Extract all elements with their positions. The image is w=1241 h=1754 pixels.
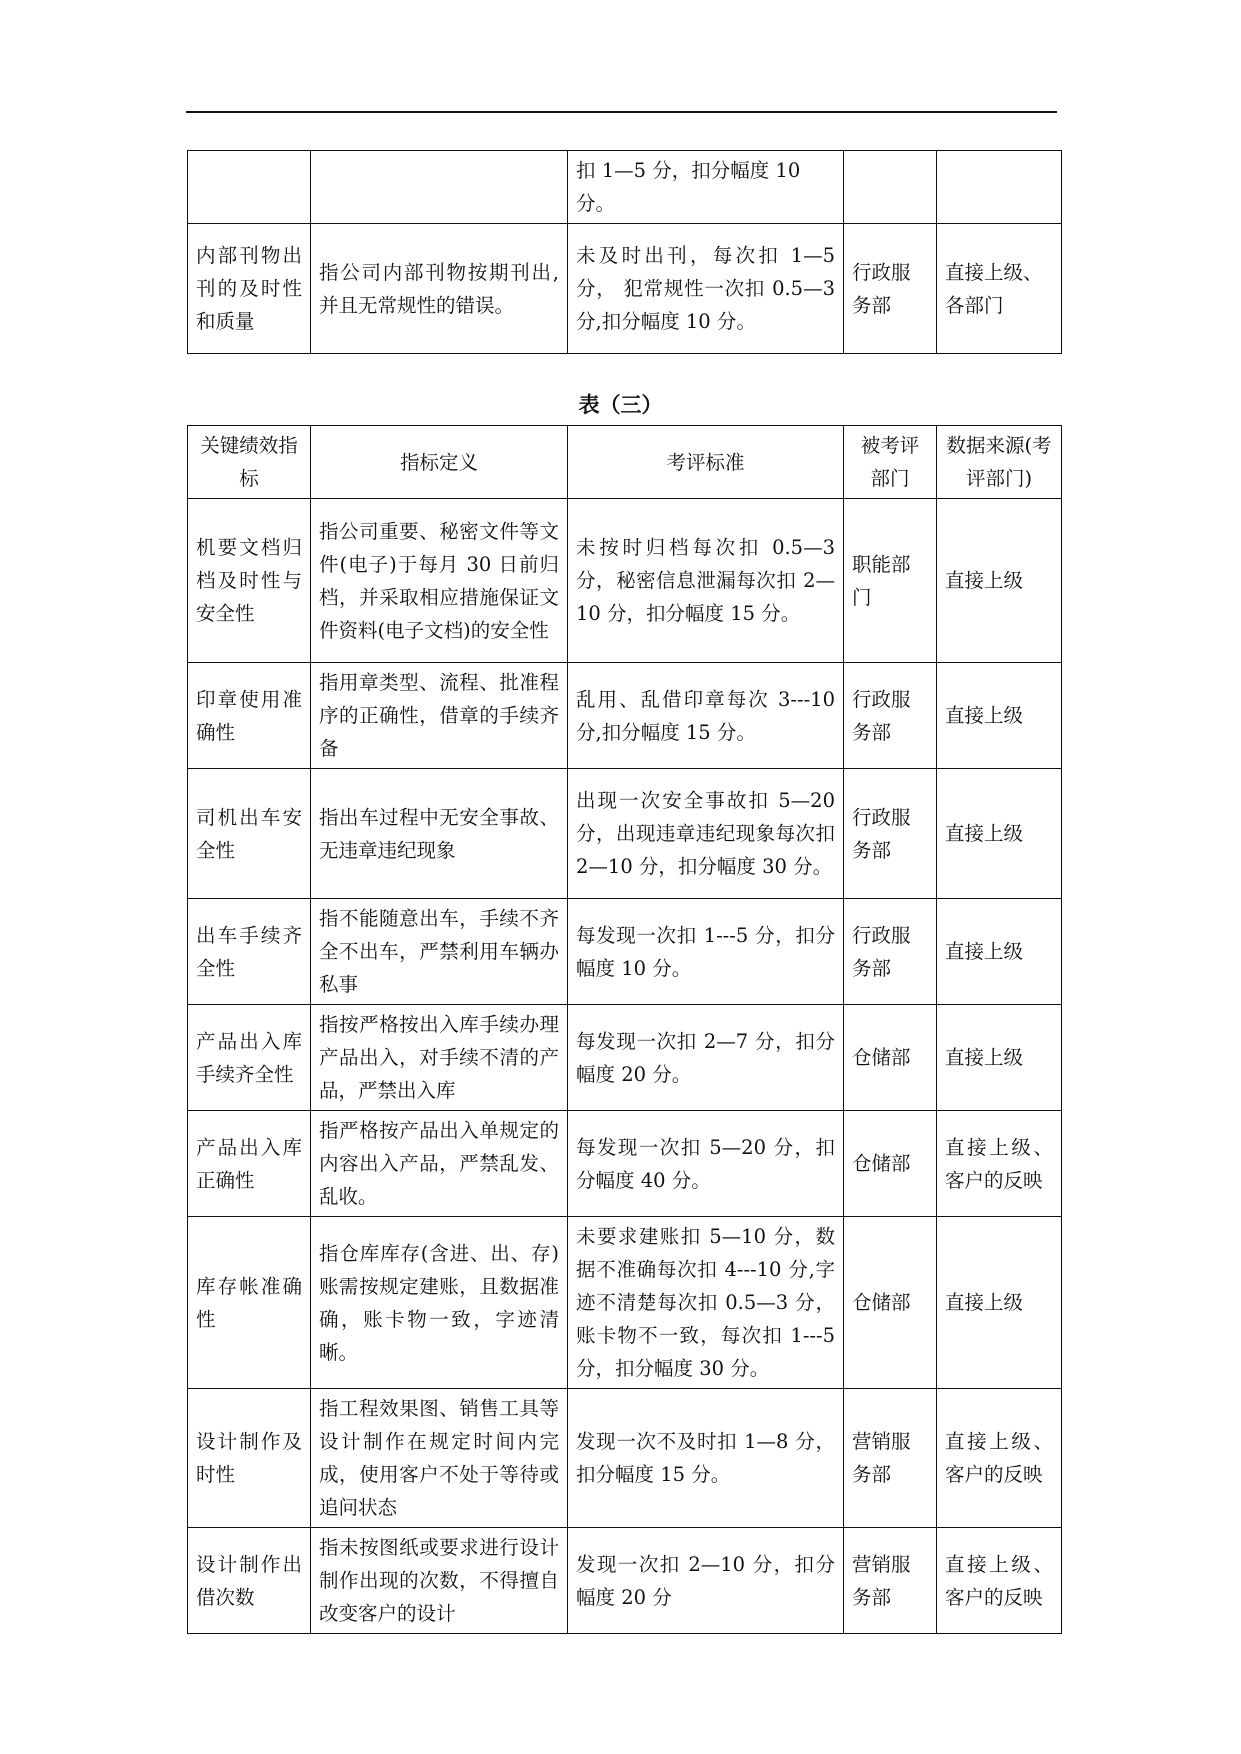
definition-cell: 指仓库库存(含进、出、存)账需按规定建账，且数据准确，账卡物一致，字迹清晰。 <box>311 1217 568 1389</box>
table-row <box>188 1528 1062 1634</box>
dept-cell: 营销服务部 <box>844 1528 937 1634</box>
definition-cell: 指公司重要、秘密文件等文件(电子)于每月 30 日前归档，并采取相应措施保证文件资料(电子文档)的安全性 <box>311 499 568 663</box>
table-caption: 表（三） <box>578 393 663 417</box>
table-row <box>188 1111 1062 1217</box>
source-cell: 直接上级、客户的反映 <box>937 1111 1062 1217</box>
table-continued <box>187 150 1062 354</box>
dept-cell <box>844 151 937 224</box>
table-row <box>188 769 1062 899</box>
source-cell: 直接上级、客户的反映 <box>937 1528 1062 1634</box>
header-standard: 考评标准 <box>568 426 844 499</box>
definition-cell: 指出车过程中无安全事故、无违章违纪现象 <box>311 769 568 899</box>
standard-cell: 未要求建账扣 5—10 分，数据不准确每次扣 4---10 分,字迹不清楚每次扣 0.5—3 分，账卡物不一致，每次扣 1---5 分，扣分幅度 30 分。 <box>568 1217 844 1389</box>
kpi-cell: 产品出入库正确性 <box>188 1111 311 1217</box>
kpi-cell: 产品出入库手续齐全性 <box>188 1005 311 1111</box>
definition-cell: 指未按图纸或要求进行设计制作出现的次数，不得擅自改变客户的设计 <box>311 1528 568 1634</box>
kpi-table <box>187 425 1062 1634</box>
definition-cell: 指严格按产品出入单规定的内容出入产品，严禁乱发、乱收。 <box>311 1111 568 1217</box>
definition-cell: 指公司内部刊物按期刊出,并且无常规性的错误。 <box>311 224 568 354</box>
standard-cell: 每发现一次扣 5—20 分，扣分幅度 40 分。 <box>568 1111 844 1217</box>
source-cell <box>937 151 1062 224</box>
table-row <box>188 663 1062 769</box>
source-cell: 直接上级、客户的反映 <box>937 1389 1062 1528</box>
dept-cell: 行政服务部 <box>844 769 937 899</box>
header-source: 数据来源(考评部门) <box>937 426 1062 499</box>
table-row <box>188 1389 1062 1528</box>
standard-cell: 扣 1—5 分，扣分幅度 10 分。 <box>568 151 844 224</box>
header-row <box>188 426 1062 499</box>
standard-cell: 未及时出刊，每次扣 1—5 分， 犯常规性一次扣 0.5—3 分,扣分幅度 10 分。 <box>568 224 844 354</box>
source-cell: 直接上级 <box>937 769 1062 899</box>
kpi-cell: 印章使用准确性 <box>188 663 311 769</box>
dept-cell: 职能部门 <box>844 499 937 663</box>
kpi-cell: 设计制作及时性 <box>188 1389 311 1528</box>
source-cell: 直接上级 <box>937 1217 1062 1389</box>
definition-cell: 指按严格按出入库手续办理产品出入，对手续不清的产品，严禁出入库 <box>311 1005 568 1111</box>
header-kpi: 关键绩效指标 <box>188 426 311 499</box>
kpi-cell: 司机出车安全性 <box>188 769 311 899</box>
dept-cell: 营销服务部 <box>844 1389 937 1528</box>
header-rule <box>186 111 1057 113</box>
source-cell: 直接上级 <box>937 1005 1062 1111</box>
definition-cell: 指工程效果图、销售工具等设计制作在规定时间内完成，使用客户不处于等待或追问状态 <box>311 1389 568 1528</box>
standard-cell: 发现一次不及时扣 1—8 分，扣分幅度 15 分。 <box>568 1389 844 1528</box>
definition-cell <box>311 151 568 224</box>
table-row <box>188 899 1062 1005</box>
table-row <box>188 1217 1062 1389</box>
source-cell: 直接上级 <box>937 663 1062 769</box>
definition-cell: 指用章类型、流程、批准程序的正确性，借章的手续齐备 <box>311 663 568 769</box>
dept-cell: 仓储部 <box>844 1111 937 1217</box>
table-row <box>188 151 1062 224</box>
standard-cell: 未按时归档每次扣 0.5—3 分，秘密信息泄漏每次扣 2—10 分，扣分幅度 15 分。 <box>568 499 844 663</box>
source-cell: 直接上级、各部门 <box>937 224 1062 354</box>
standard-cell: 出现一次安全事故扣 5—20 分，出现违章违纪现象每次扣 2—10 分，扣分幅度 30 分。 <box>568 769 844 899</box>
standard-cell: 每发现一次扣 2—7 分，扣分幅度 20 分。 <box>568 1005 844 1111</box>
table-row <box>188 499 1062 663</box>
kpi-cell: 机要文档归档及时性与安全性 <box>188 499 311 663</box>
table-row <box>188 1005 1062 1111</box>
kpi-cell: 库存帐准确性 <box>188 1217 311 1389</box>
dept-cell: 行政服务部 <box>844 224 937 354</box>
definition-cell: 指不能随意出车，手续不齐全不出车，严禁利用车辆办私事 <box>311 899 568 1005</box>
kpi-cell <box>188 151 311 224</box>
dept-cell: 仓储部 <box>844 1005 937 1111</box>
kpi-cell: 内部刊物出刊的及时性和质量 <box>188 224 311 354</box>
dept-cell: 仓储部 <box>844 1217 937 1389</box>
standard-cell: 发现一次扣 2—10 分，扣分幅度 20 分 <box>568 1528 844 1634</box>
standard-cell: 乱用、乱借印章每次 3---10 分,扣分幅度 15 分。 <box>568 663 844 769</box>
source-cell: 直接上级 <box>937 899 1062 1005</box>
dept-cell: 行政服务部 <box>844 899 937 1005</box>
source-cell: 直接上级 <box>937 499 1062 663</box>
header-dept: 被考评部门 <box>844 426 937 499</box>
kpi-cell: 设计制作出借次数 <box>188 1528 311 1634</box>
kpi-cell: 出车手续齐全性 <box>188 899 311 1005</box>
standard-cell: 每发现一次扣 1---5 分，扣分幅度 10 分。 <box>568 899 844 1005</box>
table-row <box>188 224 1062 354</box>
header-definition: 指标定义 <box>311 426 568 499</box>
dept-cell: 行政服务部 <box>844 663 937 769</box>
